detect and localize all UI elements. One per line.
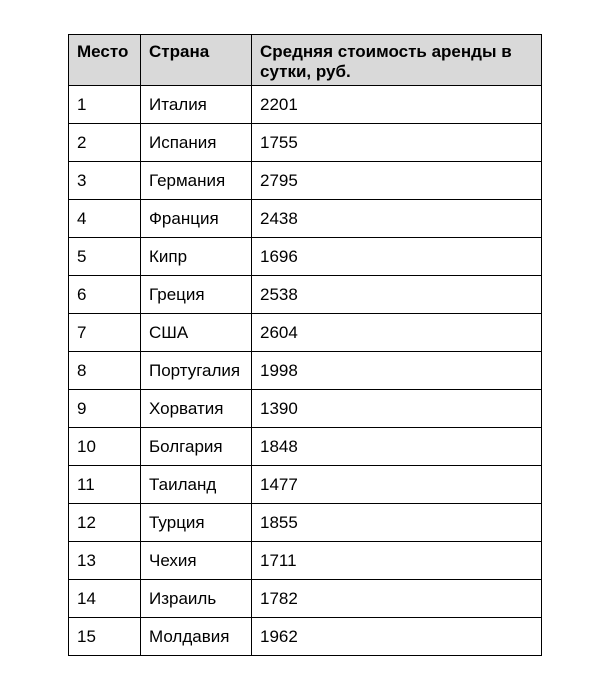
header-country: Страна xyxy=(141,35,252,86)
table-row xyxy=(69,390,542,428)
cell-avg-rent-cost: 1390 xyxy=(252,390,542,428)
table-row xyxy=(69,124,542,162)
cell-place: 9 xyxy=(69,390,141,428)
header-place: Место xyxy=(69,35,141,86)
cell-place: 4 xyxy=(69,200,141,238)
table-row xyxy=(69,504,542,542)
cell-country: Италия xyxy=(141,86,252,124)
table-row xyxy=(69,314,542,352)
table-row xyxy=(69,428,542,466)
cell-country: Испания xyxy=(141,124,252,162)
cell-country: Израиль xyxy=(141,580,252,618)
table-row xyxy=(69,200,542,238)
table-row xyxy=(69,86,542,124)
cell-avg-rent-cost: 1782 xyxy=(252,580,542,618)
cell-place: 1 xyxy=(69,86,141,124)
cell-place: 2 xyxy=(69,124,141,162)
table-row xyxy=(69,542,542,580)
cell-place: 11 xyxy=(69,466,141,504)
cell-avg-rent-cost: 2795 xyxy=(252,162,542,200)
cell-avg-rent-cost: 1855 xyxy=(252,504,542,542)
header-avg-rent-cost: Средняя стоимость аренды в сутки, руб. xyxy=(252,35,542,86)
table-header-row xyxy=(69,35,542,86)
cell-country: Франция xyxy=(141,200,252,238)
cell-avg-rent-cost: 1848 xyxy=(252,428,542,466)
table-body xyxy=(69,86,542,656)
table-row xyxy=(69,276,542,314)
cell-avg-rent-cost: 2604 xyxy=(252,314,542,352)
table-row xyxy=(69,352,542,390)
cell-country: Чехия xyxy=(141,542,252,580)
cell-country: Хорватия xyxy=(141,390,252,428)
cell-place: 6 xyxy=(69,276,141,314)
rent-cost-table xyxy=(68,34,542,656)
cell-place: 13 xyxy=(69,542,141,580)
cell-place: 15 xyxy=(69,618,141,656)
cell-country: Португалия xyxy=(141,352,252,390)
cell-country: США xyxy=(141,314,252,352)
cell-avg-rent-cost: 2538 xyxy=(252,276,542,314)
cell-place: 5 xyxy=(69,238,141,276)
cell-avg-rent-cost: 1477 xyxy=(252,466,542,504)
table-row xyxy=(69,466,542,504)
cell-country: Молдавия xyxy=(141,618,252,656)
cell-country: Греция xyxy=(141,276,252,314)
cell-place: 8 xyxy=(69,352,141,390)
cell-place: 12 xyxy=(69,504,141,542)
cell-avg-rent-cost: 2201 xyxy=(252,86,542,124)
cell-country: Турция xyxy=(141,504,252,542)
table-row xyxy=(69,580,542,618)
cell-avg-rent-cost: 1696 xyxy=(252,238,542,276)
cell-country: Таиланд xyxy=(141,466,252,504)
cell-avg-rent-cost: 1962 xyxy=(252,618,542,656)
cell-country: Кипр xyxy=(141,238,252,276)
cell-avg-rent-cost: 1711 xyxy=(252,542,542,580)
cell-place: 10 xyxy=(69,428,141,466)
cell-avg-rent-cost: 2438 xyxy=(252,200,542,238)
cell-avg-rent-cost: 1998 xyxy=(252,352,542,390)
cell-place: 7 xyxy=(69,314,141,352)
cell-country: Болгария xyxy=(141,428,252,466)
table-row xyxy=(69,238,542,276)
cell-place: 14 xyxy=(69,580,141,618)
table-row xyxy=(69,618,542,656)
cell-country: Германия xyxy=(141,162,252,200)
table-row xyxy=(69,162,542,200)
cell-avg-rent-cost: 1755 xyxy=(252,124,542,162)
cell-place: 3 xyxy=(69,162,141,200)
